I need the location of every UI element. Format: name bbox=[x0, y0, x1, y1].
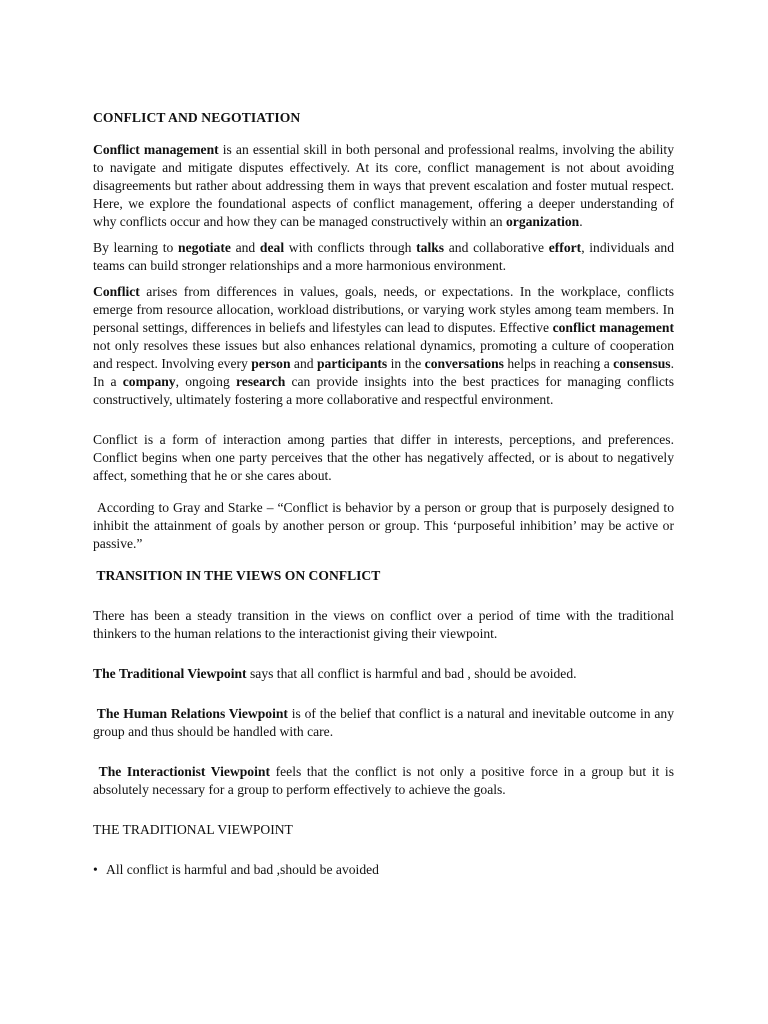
paragraph-text: arises from differences in values, goals, needs, or expectations. In the workplace, conflicts emerge from resource allocation, workload distributions, or varying work styles among team members. In personal settings, differences in beliefs and lifestyles can lead to disputes. Effective bbox=[93, 284, 674, 335]
bold-term: effort bbox=[548, 240, 582, 255]
bold-term: The Interactionist Viewpoint bbox=[93, 764, 270, 779]
paragraph-text: with conflicts through bbox=[284, 240, 417, 255]
section-heading-transition bbox=[93, 567, 674, 585]
paragraph-text: in the bbox=[387, 356, 425, 371]
bullet-icon: • bbox=[93, 862, 98, 877]
paragraph-text: feels that the conflict is not only a positive force in a group but it is absolutely necessary for a group to perform effectively to achieve the goals. bbox=[93, 764, 674, 797]
paragraph-conflict-management bbox=[93, 141, 674, 231]
paragraph-text: , individuals and teams can build stronger relationships and a more harmonious environment. bbox=[93, 240, 675, 273]
list-item bbox=[93, 861, 674, 879]
paragraph-gray-starke-quote bbox=[93, 499, 678, 553]
paragraph-text: not only resolves these issues but also enhances relational dynamics, promoting a culture of cooperation and respect. Involving every bbox=[93, 338, 674, 371]
bold-term: person bbox=[251, 356, 291, 371]
paragraph-steady-transition: There has been a steady transition in the views on conflict over a period of time with the traditional thinkers to the human relations to the interactionist giving their viewpoint. bbox=[93, 608, 674, 641]
bold-term: research bbox=[235, 374, 286, 389]
paragraph-text: helps in reaching a bbox=[503, 356, 614, 371]
bold-term: Conflict bbox=[93, 284, 140, 299]
paragraph-text: and bbox=[290, 356, 317, 371]
bold-term: organization bbox=[505, 214, 580, 229]
paragraph-interactionist-viewpoint bbox=[93, 763, 674, 799]
bold-term: conflict management bbox=[552, 320, 674, 335]
bold-term: negotiate bbox=[178, 240, 231, 255]
bold-term: consensus bbox=[613, 356, 671, 371]
subheading-traditional-viewpoint: THE TRADITIONAL VIEWPOINT bbox=[93, 822, 293, 837]
paragraph-text: and bbox=[230, 240, 260, 255]
bullet-list bbox=[93, 861, 674, 879]
bold-term: deal bbox=[259, 240, 285, 255]
section-heading-text: TRANSITION IN THE VIEWS ON CONFLICT bbox=[93, 568, 381, 583]
paragraph-text: . bbox=[579, 214, 583, 229]
paragraph-text: . In a bbox=[93, 356, 674, 389]
paragraph-negotiate bbox=[93, 239, 674, 275]
bold-term: conversations bbox=[424, 356, 504, 371]
paragraph-text: By learning to bbox=[93, 240, 179, 255]
paragraph-text: is of the belief that conflict is a natural and inevitable outcome in any group and thus should be handled with care. bbox=[93, 706, 674, 739]
paragraph-conflict-arises bbox=[93, 283, 674, 409]
paragraph-text: says that all conflict is harmful and bad , should be avoided. bbox=[246, 666, 577, 681]
paragraph-text: and collaborative bbox=[444, 240, 549, 255]
bold-term: The Traditional Viewpoint bbox=[93, 666, 247, 681]
list-item-text: All conflict is harmful and bad ,should be avoided bbox=[106, 862, 379, 877]
bold-term: participants bbox=[316, 356, 388, 371]
bold-term: The Human Relations Viewpoint bbox=[93, 706, 288, 721]
document-body bbox=[93, 109, 678, 879]
paragraph-conflict-definition: Conflict is a form of interaction among parties that differ in interests, perceptions, and preferences. Conflict begins when one party perceives that the other has negatively affected, or is about to negatively affect, something that he or she cares about. bbox=[93, 432, 674, 483]
paragraph-human-relations-viewpoint bbox=[93, 705, 674, 741]
bold-term: company bbox=[122, 374, 176, 389]
document-title: CONFLICT AND NEGOTIATION bbox=[93, 110, 301, 125]
bold-term: talks bbox=[416, 240, 445, 255]
paragraph-text: can provide insights into the best practices for managing conflicts constructively, ultimately fostering a more collaborative and respectful environment. bbox=[93, 374, 674, 407]
paragraph-text: is an essential skill in both personal and professional realms, involving the ability to navigate and mitigate disputes effectively. At its core, conflict management is not about avoiding disagreements but rather about addressing them in ways that prevent escalation and foster mutual respect. Here, we explore the foundational aspects of conflict management, offering a deeper understanding of why conflicts occur and how they can be managed constructively within an bbox=[93, 142, 674, 229]
paragraph-text: , ongoing bbox=[175, 374, 236, 389]
bold-term: Conflict management bbox=[93, 142, 219, 157]
paragraph-traditional-viewpoint bbox=[93, 665, 674, 683]
paragraph-text: According to Gray and Starke – “Conflict is behavior by a person or group that is purposely designed to inhibit the attainment of goals by another person or group. This ‘purposeful inhibition’ may be active or passive.” bbox=[93, 500, 678, 551]
